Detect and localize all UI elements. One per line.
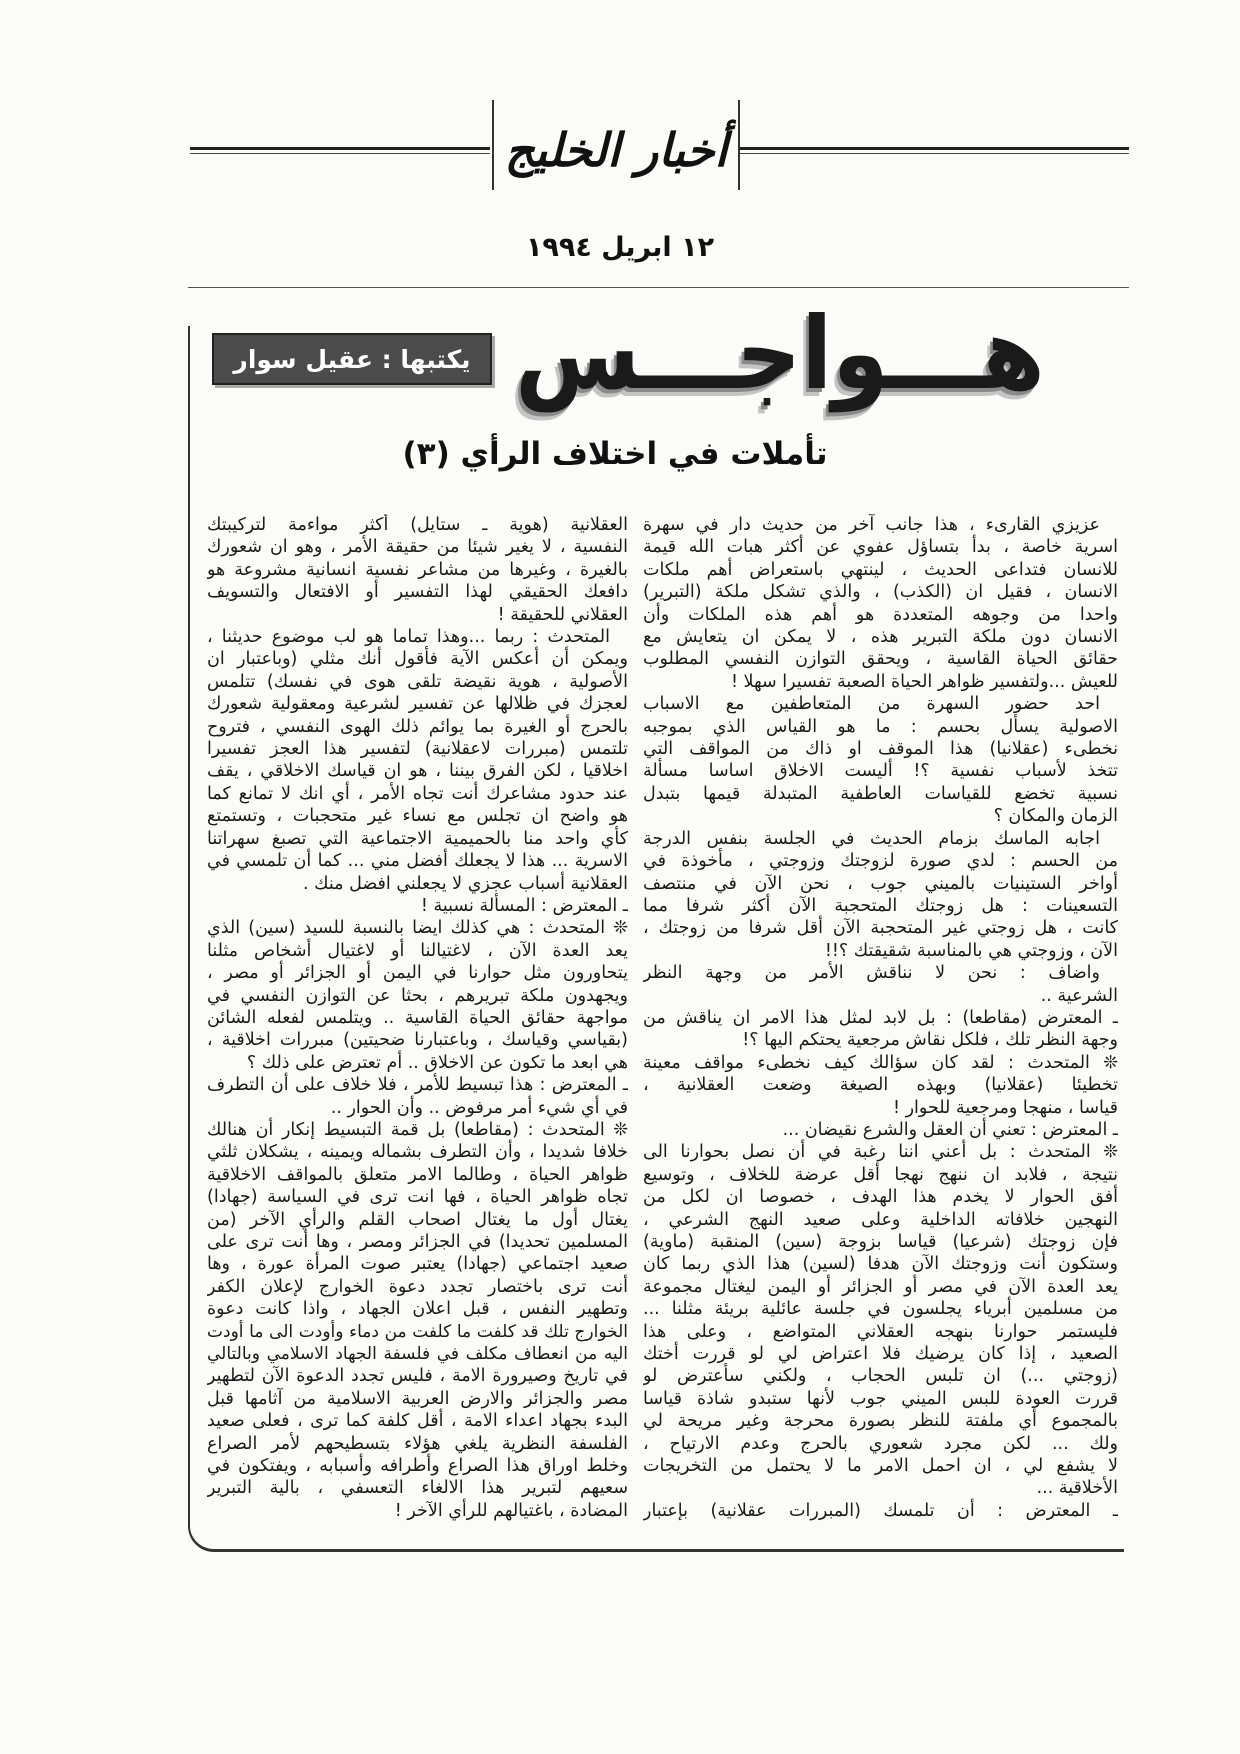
text-line: ـ المعترض (مقاطعا) : بل لابد لمثل هذا الامر ان يناقش من: [643, 1007, 1118, 1028]
masthead-rule-left: [190, 147, 490, 154]
text-line: ❊ المتحدث : بل أعني اننا رغبة في أن نصل بحوارنا الى: [643, 1142, 1118, 1163]
text-line: الأخلاقية ...: [1036, 1478, 1118, 1499]
text-line: ـ المعترض : أن تلمسك (المبررات عقلانية) بإعتبار: [643, 1500, 1118, 1521]
text-line: الفلسفة النظرية يلغي هؤلاء بتسطيحهم لأمر الصراع: [207, 1433, 628, 1454]
column-title-text: هـــواجـــس: [515, 295, 1045, 412]
text-line: الخوارج تلك قد كلفت ما كلفت من دماء وأودت الى ما أودت: [207, 1321, 628, 1342]
text-line: اخلاقيا ، لكن الفرق بيننا ، هو ان قياسك الاخلاقي ، يقف: [207, 761, 628, 782]
text-line: العقلانية (هوية ـ ستايل) أكثر مواءمة لتركيبتك: [207, 515, 628, 535]
text-line: وستكون أنت وزوجتك الآن هدفا (لسين) هذا الذي ربما كان: [643, 1254, 1118, 1275]
text-line: مواجهة حقائق الحياة القاسية .. ويتلمس لفعله الشائن: [207, 1007, 628, 1028]
article-subtitle: تأملات في اختلاف الرأي (٣): [402, 436, 828, 472]
text-line: لعجزك في ظلالها عن تفسير لشرعية ومعقولية شعورك: [207, 694, 628, 715]
date-rule: [188, 287, 1129, 288]
paragraph: [643, 1500, 1118, 1522]
text-line: للعيش ...ولتفسير ظواهر الحياة الصعبة تفسيرا سهلا !: [730, 671, 1118, 692]
text-line: الأصولية ، هوية نقيضة تلقى هوى في نفسك) تتلمس: [207, 671, 628, 692]
text-line: تلتمس (مبررات لاعقلانية) لتفسير هذا العجز تفسيرا: [207, 739, 628, 760]
text-line: المسلمين تحديدا) في الجزائر ومصر ، وها أنت ترى على: [207, 1232, 628, 1252]
text-line: خلافا شديدا ، وأن التطرف بشماله ويمينه ، يشكلان ثلثي: [207, 1142, 628, 1163]
text-line: بالمجموع أي ملفتة للنظر بصورة محرجة وغير مريحة لي: [643, 1411, 1118, 1432]
text-line: (زوجتي ...) ان تلبس الحجاب ، ولكني سأعترض لو: [643, 1366, 1118, 1387]
text-line: التسعينات : هل زوجتك المتحجبة الآن أكثر شرفا مما: [643, 895, 1118, 916]
text-line: من الحسم : لدي صورة لزوجتك وزوجتي ، مأخوذة في: [643, 851, 1118, 872]
text-line: ❊ المتحدث : (مقاطعا) بل قمة التبسيط إنكار أن هنالك: [207, 1119, 628, 1140]
text-line: اليه من انعطاف مكلف في فلسفة الجهاد الاسلامي وبالتالي: [207, 1344, 628, 1365]
masthead-rule-right: [740, 147, 1129, 154]
text-line: تتخذ لأسباب نفسية ؟! أليست الاخلاق اساسا مسألة: [643, 761, 1118, 782]
text-line: دافعك الحقيقي لهذا التفسير أو الافتعال والتسويف: [207, 582, 628, 603]
text-line: أنت ترى باختصار تجدد دعوة الخوارج لإعلان الكفر: [207, 1276, 628, 1297]
text-line: سعيهم لتبرير هذا الالغاء التعسفي ، بالية التبرير: [207, 1478, 628, 1499]
text-line: يعد العدة الآن ، لاغتيالنا أو لاغتيال أشخاص مثلنا: [207, 940, 628, 961]
text-line: ❊ المتحدث : هي كذلك ايضا بالنسبة للسيد (سين) الذي: [207, 918, 628, 939]
text-line: ويجهدون ملكة تبريرهم ، بحثا عن التوازن النفسي في: [207, 985, 628, 1006]
text-line: يعد العدة الآن في مصر أو الجزائر أو اليمن ليغتال مجموعة: [643, 1276, 1118, 1297]
text-line: الآن ، وزوجتي هي بالمناسبة شقيقتك ؟!!: [824, 940, 1118, 961]
text-line: (بقياسي وقياسك ، وباعتبارنا ضحيتين) مبررات اخلاقية ،: [207, 1030, 628, 1051]
text-line: بالغيرة ، وغيرها من مشاعر نفسية انسانية مشروعة هو: [207, 559, 628, 580]
paragraph: [643, 693, 1118, 827]
paragraph: [643, 1052, 1118, 1119]
byline-box: يكتبها : عقيل سوار: [212, 333, 492, 385]
text-line: اسرية خاصة ، بدأ بتساؤل عفوي عن أكثر هبات الله قيمة: [643, 537, 1118, 558]
text-line: اجابه الماسك بزمام الحديث في الجلسة بنفس الدرجة: [643, 828, 1100, 849]
text-line: تخطيئا (عقلانيا) وبهذه الصيغة وضعت العقلانية ،: [643, 1075, 1118, 1096]
text-line: واضاف : نحن لا نناقش الأمر من وجهة النظر: [643, 963, 1100, 984]
text-line: يغتال أول ما يغتال اصحاب القلم والرأي الآخر (من: [207, 1209, 628, 1230]
text-line: العقلانية أسباب عجزي لا يجعلني افضل منك .: [303, 873, 628, 894]
text-line: أواخر الستينيات بالميني جوب ، نحن الآن في منتصف: [643, 873, 1118, 894]
paragraph: [207, 1074, 628, 1119]
text-line: نخطىء (عقلانيا) هذا الموقف او ذاك من المواقف التي: [643, 739, 1118, 760]
text-line: فإن زوجتك (شرعيا) قياسا بزوجة (سين) المنقبة (ماوية): [643, 1232, 1118, 1252]
text-line: أفق الحوار لا يخدم هذا الهدف ، خصوصا ان لكل من: [643, 1187, 1118, 1208]
text-line: هي ابعد ما تكون عن الاخلاق .. أم تعترض على ذلك ؟: [246, 1052, 628, 1073]
paragraph: [643, 962, 1118, 1007]
text-line: واحدا من وجوهه المتعددة هو أهم هذه الملكات وأن: [643, 604, 1118, 625]
text-line: الاسرية ... هذا لا يجعلك أفضل مني ... كما أن تلمسي في: [207, 851, 628, 872]
text-line: كأي واحد منا بالحميمية الاجتماعية التي تصبغ سهراتنا: [207, 828, 628, 849]
text-line: لا يشفع لي ، ان احمل الامر ما لا يحتمل من التخريجات: [643, 1456, 1118, 1477]
text-line: ظواهر الحياة ، وطالما الامر متعلق بالمواقف الاخلاقية: [207, 1164, 628, 1185]
text-line: الزمان والمكان ؟: [993, 806, 1118, 827]
paragraph: [643, 1119, 1118, 1141]
text-line: حقائق الحياة القاسية ، ويحقق التوازن النفسي المطلوب: [643, 649, 1118, 670]
paragraph: [643, 1007, 1118, 1052]
text-line: ـ المعترض : تعني أن العقل والشرع نقيضان ...: [782, 1119, 1118, 1140]
text-line: المتحدث : ربما ...وهذا تماما هو لب موضوع حديثنا ،: [207, 627, 610, 648]
text-line: صعيد اجتماعي (جهادا) يعتبر صوت المرأة عورة ، وها: [207, 1254, 628, 1275]
paragraph: [643, 828, 1118, 962]
text-line: الاصولية يسأل بحسم : ما هو القياس الذي بموجبه: [643, 716, 1118, 737]
text-line: النهجين خلافاته الداخلية وعلى صعيد النهج الشرعي ،: [643, 1209, 1118, 1230]
column-title: [509, 292, 1045, 420]
text-line: تجاه ظواهر الحياة ، فها انت ترى في السياسة (جهادا): [207, 1187, 628, 1208]
text-line: للانسان فتداعى الحديث ، لينتهي باستعراض أهم ملكات: [643, 559, 1118, 580]
text-line: في أي شيء أمر مرفوض .. وأن الحوار ..: [330, 1097, 628, 1118]
text-line: المضادة ، باغتيالهم للرأي الآخر !: [394, 1500, 628, 1521]
text-line: ❊ المتحدث : لقد كان سؤالك كيف نخطىء مواقف معينة: [643, 1052, 1118, 1073]
text-line: وجهة النظر تلك ، فلكل نقاش مرجعية يحتكم اليها ؟!: [742, 1030, 1118, 1051]
text-line: قررت العودة للبس الميني جوب لأنها ستبدو شاذة قياسا: [643, 1388, 1118, 1409]
text-line: كانت ، هل زوجتي غير المتحجبة الآن أقل شرفا من زوجتك ،: [643, 918, 1118, 939]
text-line: عند حدود مشاعرك أنت تجاه الأمر ، أي انك لا تمانع كما: [207, 783, 628, 804]
text-line: قياسا ، منهجا ومرجعية للحوار !: [893, 1097, 1118, 1118]
text-line: وتطهير النفس ، قبل اعلان الجهاد ، واذا كانت دعوة: [207, 1299, 628, 1320]
text-line: ولك ... لكن مجرد شعوري بالحرج وعدم الارتياح ،: [643, 1433, 1118, 1454]
paragraph: [207, 626, 628, 895]
paragraph: [643, 1141, 1118, 1500]
text-line: النفسية ، لا يغير شيئا من حقيقة الأمر ، وهو ان شعورك: [207, 537, 628, 558]
text-line: ويمكن أن أعكس الآية فأقول أنك مثلي (وباعتبار ان: [207, 649, 628, 670]
text-line: احد حضور السهرة من المتعاطفين مع الاسباب: [643, 694, 1100, 715]
text-line: في تاريخ وصيرورة الامة ، فليس تجدد الدعوة الآن لتطهير: [207, 1366, 628, 1387]
text-line: بالحرج أو الغيرة بما يوائم ذلك الهوى النفسي ، فتروح: [207, 716, 628, 737]
paragraph: [207, 895, 628, 917]
text-line: فليستمر حوارنا بنهجه العقلاني المتواضع ، وعلى هذا: [643, 1321, 1118, 1342]
paragraph: [643, 514, 1118, 693]
text-line: البدء بجهاد اعداء الامة ، أقل كلفة كما ترى ، فعلى صعيد: [207, 1411, 628, 1432]
text-line: وخلط اوراق هذا الصراع وأطرافه وأسبابه ، ويفتكون في: [207, 1456, 628, 1477]
text-line: الانسان دون ملكة التبرير هذه ، لا يمكن ان يتعايش مع: [643, 627, 1118, 648]
paragraph: [207, 514, 628, 626]
text-line: ـ المعترض : المسألة نسبية !: [420, 895, 628, 916]
text-line: هو واضح ان تجلس مع نساء غير متحجبات ، وتستمتع: [207, 806, 628, 827]
text-line: العقلاني للحقيقة !: [497, 604, 628, 625]
text-line: من مسلمين أبرياء يجلسون في جلسة عائلية بريئة مثلنا ...: [643, 1299, 1118, 1320]
text-line: نسبية تخضع للقياسات العاطفية المتبدلة قيمها بتبدل: [643, 783, 1118, 804]
masthead-logo: أخبار الخليج: [504, 123, 728, 177]
text-line: الشرعية ..: [1040, 985, 1118, 1006]
article-column-right: [643, 514, 1118, 1524]
article-column-left: [207, 514, 628, 1524]
text-line: نتيجة ، فلابد ان ننهج نهجا أقل عرضة للخلاف ، وتوسيع: [643, 1164, 1118, 1185]
text-line: ـ المعترض : هذا تبسيط للأمر ، فلا خلاف على أن التطرف: [207, 1075, 628, 1096]
text-line: مصر والجزائر والارض العربية الاسلامية من آثامها قبل: [207, 1388, 628, 1409]
paragraph: [207, 917, 628, 1074]
text-line: الانسان ، فقيل ان (الكذب) ، والذي تشكل ملكة (التبرير): [643, 582, 1118, 603]
masthead-frame-right: [738, 100, 740, 190]
paragraph: [207, 1119, 628, 1522]
text-line: عزيزي القارىء ، هذا جانب آخر من حديث دار في سهرة: [643, 515, 1100, 535]
publication-date: ١٢ ابريل ١٩٩٤: [525, 232, 715, 263]
text-line: الصعيد ، إذا كان يرضيك فلا اعتراض لي لو قررت أختك: [643, 1344, 1118, 1365]
text-line: يتحاورون مثل حوارنا في اليمن أو الجزائر أو مصر ،: [207, 963, 628, 984]
